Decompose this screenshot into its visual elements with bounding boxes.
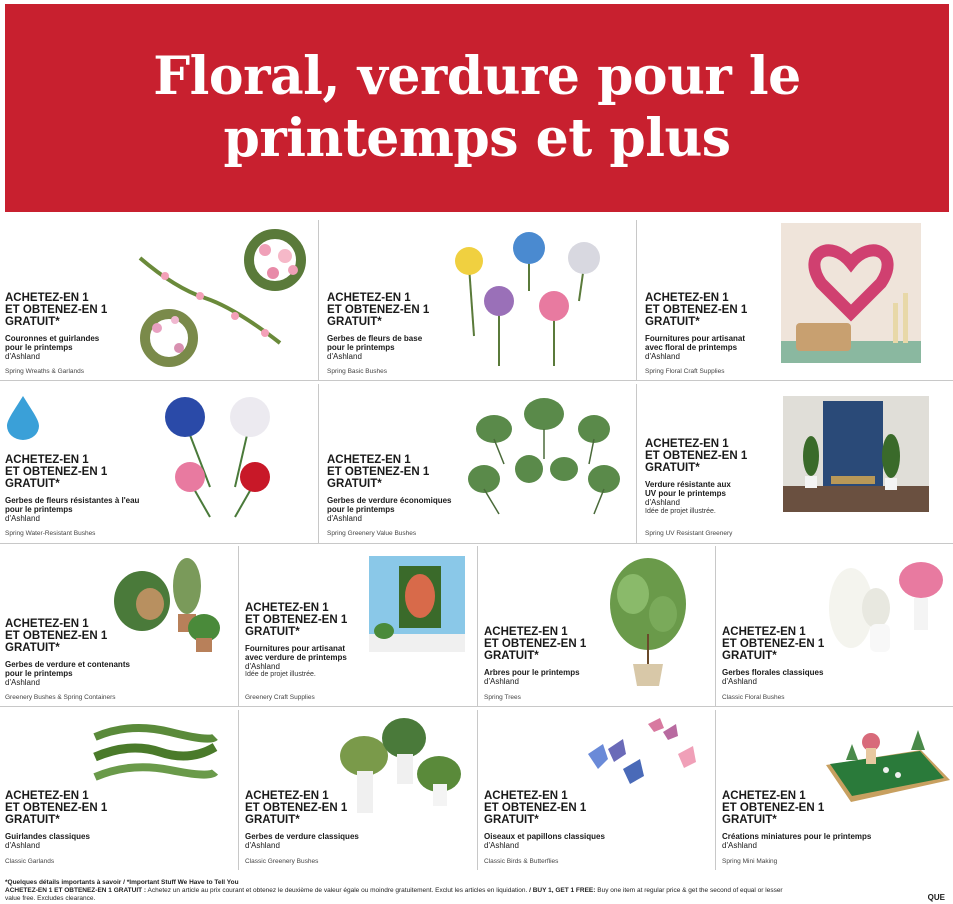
english-label: Classic Garlands bbox=[5, 858, 55, 865]
english-label: Classic Floral Bushes bbox=[722, 694, 785, 701]
deal-text: ACHETEZ-EN 1 ET OBTENEZ-EN 1 GRATUIT* bbox=[327, 454, 430, 490]
english-label: Classic Birds & Butterflies bbox=[484, 858, 559, 865]
deal-text: ACHETEZ-EN 1 ET OBTENEZ-EN 1 GRATUIT* bbox=[5, 790, 108, 826]
product-cell[interactable] bbox=[318, 384, 637, 544]
spring-trees-image bbox=[603, 554, 693, 690]
divider bbox=[0, 380, 953, 381]
deal-text: ACHETEZ-EN 1 ET OBTENEZ-EN 1 GRATUIT* bbox=[722, 790, 825, 826]
region-code: QUE bbox=[927, 893, 945, 902]
illustration-note: Idée de projet illustrée. bbox=[245, 671, 316, 678]
product-description: Créations miniatures pour le printemps d'Ashland bbox=[722, 832, 872, 850]
product-cell[interactable] bbox=[477, 546, 716, 706]
deal-text: ACHETEZ-EN 1 ET OBTENEZ-EN 1 GRATUIT* bbox=[5, 454, 108, 490]
row-3 bbox=[0, 546, 953, 706]
product-cell[interactable] bbox=[0, 546, 238, 706]
product-description: Gerbes de fleurs de base pour le printemps d'Ashland bbox=[327, 334, 423, 361]
deal-text: ACHETEZ-EN 1 ET OBTENEZ-EN 1 GRATUIT* bbox=[327, 292, 430, 328]
product-description: Arbres pour le printemps d'Ashland bbox=[484, 668, 580, 686]
deal-text: ACHETEZ-EN 1 ET OBTENEZ-EN 1 GRATUIT* bbox=[245, 602, 348, 638]
product-cell[interactable] bbox=[238, 710, 478, 870]
english-label: Spring Wreaths & Garlands bbox=[5, 368, 84, 375]
greenery-containers-image bbox=[112, 556, 232, 656]
greenery-value-bushes-image bbox=[464, 389, 624, 519]
english-label: Spring Floral Craft Supplies bbox=[645, 368, 725, 375]
classic-floral-bushes-image bbox=[826, 558, 946, 662]
illustration-note: Idée de projet illustrée. bbox=[645, 508, 716, 515]
english-label: Spring Basic Bushes bbox=[327, 368, 387, 375]
product-description: Gerbes de verdure classiques d'Ashland bbox=[245, 832, 359, 850]
fine-print-end: value free. Excludes clearance. bbox=[5, 895, 96, 902]
deal-text: ACHETEZ-EN 1 ET OBTENEZ-EN 1 GRATUIT* bbox=[5, 292, 108, 328]
deal-text: ACHETEZ-EN 1 ET OBTENEZ-EN 1 GRATUIT* bbox=[484, 790, 587, 826]
product-description: Gerbes florales classiques d'Ashland bbox=[722, 668, 824, 686]
garlands-image bbox=[90, 722, 218, 782]
english-label: Spring Water-Resistant Bushes bbox=[5, 530, 96, 537]
english-label: Spring Greenery Value Bushes bbox=[327, 530, 417, 537]
deal-text: ACHETEZ-EN 1 ET OBTENEZ-EN 1 GRATUIT* bbox=[722, 626, 825, 662]
english-label: Spring Trees bbox=[484, 694, 521, 701]
deal-text: ACHETEZ-EN 1 ET OBTENEZ-EN 1 GRATUIT* bbox=[5, 618, 108, 654]
greenery-craft-photo bbox=[369, 556, 465, 652]
product-description: Fournitures pour artisanat avec floral de printemps d'Ashland bbox=[645, 334, 746, 361]
product-cell[interactable] bbox=[477, 710, 716, 870]
product-cell[interactable] bbox=[715, 710, 953, 870]
birds-butterflies-image bbox=[578, 714, 708, 794]
product-cell[interactable] bbox=[0, 220, 318, 380]
basic-bushes-image bbox=[444, 226, 624, 376]
product-description: Guirlandes classiques d'Ashland bbox=[5, 832, 90, 850]
wreath-garland-image bbox=[135, 228, 315, 368]
greenery-bushes-image bbox=[339, 716, 464, 820]
english-label: Classic Greenery Bushes bbox=[245, 858, 319, 865]
product-description: Gerbes de verdure économiques pour le printemps d'Ashland bbox=[327, 496, 452, 523]
deal-text: ACHETEZ-EN 1 ET OBTENEZ-EN 1 GRATUIT* bbox=[645, 438, 748, 474]
english-label: Spring UV Resistant Greenery bbox=[645, 530, 733, 537]
english-label: Spring Mini Making bbox=[722, 858, 778, 865]
uv-greenery-photo bbox=[783, 396, 929, 512]
product-cell[interactable] bbox=[0, 384, 318, 544]
product-cell[interactable] bbox=[636, 384, 953, 544]
product-cell[interactable] bbox=[715, 546, 953, 706]
water-drop-icon bbox=[5, 394, 41, 440]
product-description: Gerbes de verdure et contenants pour le printemps d'Ashland bbox=[5, 660, 130, 687]
divider bbox=[0, 706, 953, 707]
product-description: Gerbes de fleurs résistantes à l'eau pour le printemps d'Ashland bbox=[5, 496, 140, 523]
deal-text: ACHETEZ-EN 1 ET OBTENEZ-EN 1 GRATUIT* bbox=[484, 626, 587, 662]
product-description: Verdure résistante aux UV pour le printemps d'Ashland bbox=[645, 480, 731, 507]
deal-text: ACHETEZ-EN 1 ET OBTENEZ-EN 1 GRATUIT* bbox=[645, 292, 748, 328]
deal-text: ACHETEZ-EN 1 ET OBTENEZ-EN 1 GRATUIT* bbox=[245, 790, 348, 826]
page-title: Floral, verdure pour le printemps et plus bbox=[153, 46, 801, 169]
fine-print-title: *Quelques détails importants à savoir / *Important Stuff We Have to Tell You bbox=[5, 879, 239, 886]
product-description: Oiseaux et papillons classiques d'Ashland bbox=[484, 832, 605, 850]
water-resistant-bushes-image bbox=[155, 392, 295, 522]
english-label: Greenery Craft Supplies bbox=[245, 694, 315, 701]
product-cell[interactable] bbox=[636, 220, 953, 380]
fine-print-body: ACHETEZ-EN 1 ET OBTENEZ-EN 1 GRATUIT : Achetez un article au prix courant et obtenez le deuxième de valeur égale ou moindre gratuitement. Exclut les articles en liquidation. / BUY 1, GET 1 FREE: Buy one item at regular price & get the second of equal or lesser bbox=[5, 887, 783, 894]
row-4 bbox=[0, 710, 953, 870]
row-2 bbox=[0, 384, 953, 544]
mini-making-image bbox=[826, 720, 950, 802]
fine-print bbox=[5, 879, 905, 903]
header-banner bbox=[5, 4, 949, 212]
floral-craft-photo bbox=[781, 223, 921, 363]
product-description: Couronnes et guirlandes pour le printemps d'Ashland bbox=[5, 334, 100, 361]
divider bbox=[0, 543, 953, 544]
product-cell[interactable] bbox=[238, 546, 478, 706]
product-cell[interactable] bbox=[0, 710, 238, 870]
product-cell[interactable] bbox=[318, 220, 637, 380]
product-description: Fournitures pour artisanat avec verdure de printemps d'Ashland bbox=[245, 644, 347, 671]
row-1 bbox=[0, 220, 953, 380]
english-label: Greenery Bushes & Spring Containers bbox=[5, 694, 116, 701]
